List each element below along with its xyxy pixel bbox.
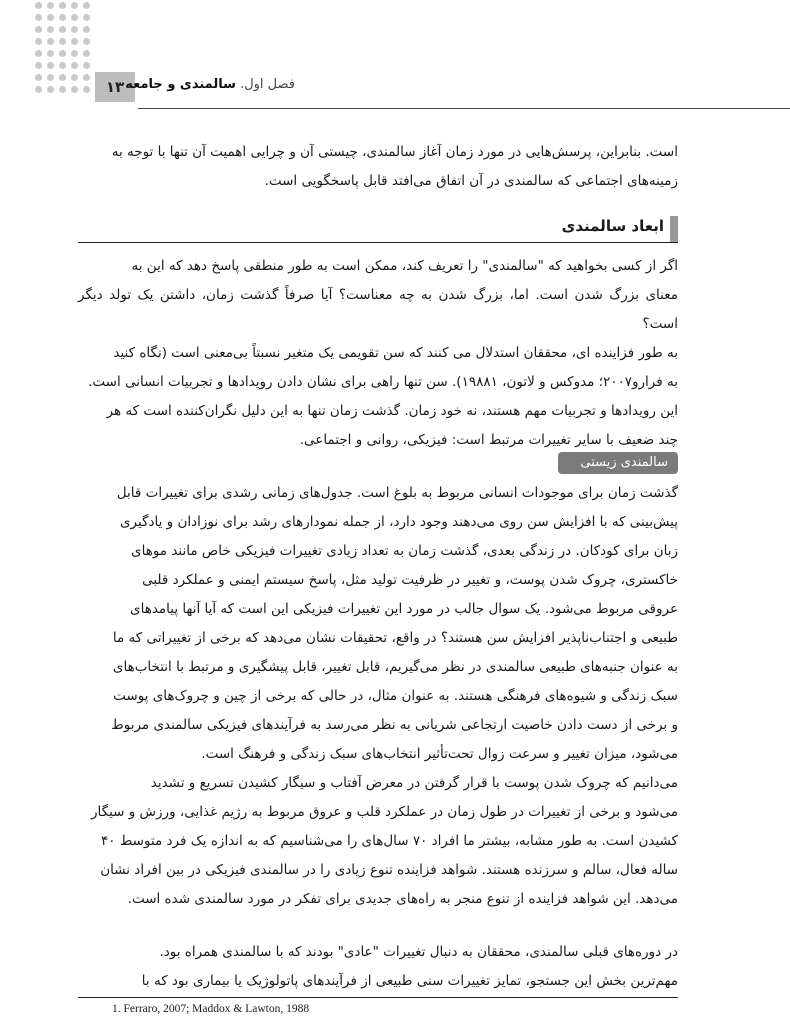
header-rule (138, 108, 790, 109)
text-line: به طور فزاینده ای، محققان استدلال می کنند که سن تقویمی یک متغیر نسبتاً بی‌معنی است (نگاه کنید (113, 345, 678, 361)
intro-paragraph (78, 138, 678, 196)
text-line: گذشت زمان برای موجودات انسانی مربوط به بلوغ است. جدول‌های زمانی رشدی برای تغییرات قابل (116, 485, 678, 501)
chapter-title: سالمندی و جامعه (125, 77, 236, 92)
text-line: می‌دانیم که چروک شدن پوست با قرار گرفتن در معرض آفتاب و سیگار کشیدن تسریع و تشدید (150, 775, 678, 791)
page-number: ۱۳ (95, 72, 135, 102)
text-line: عروقی مربوط می‌شود. یک سوال جالب در مورد این تغییرات فیزیکی این است که آیا آنها پیامدهای (130, 601, 678, 617)
section2-paragraph-2 (78, 769, 678, 914)
text-line: زبان برای کودکان. در زندگی بعدی، گذشت زمان به تعداد زیادی تغییرات فیزیکی خاص مانند موهای (131, 543, 678, 559)
text-line: این رویدادها و تجربیات مهم هستند، نه خود زمان. گذشت زمان تنها به این دلیل نگران‌کننده است که هر (106, 403, 678, 419)
text-line: چند ضعیف با سایر تغییرات مرتبط است: فیزیکی، روانی و اجتماعی. (299, 432, 678, 448)
text-line: معنای بزرگ شدن است. اما، بزرگ شدن به چه معناست؟ آیا صرفاً گذشت زمان، داشتن یک تولد دیگر است؟ (78, 287, 678, 332)
text-line: ساله فعال، سالم و سرزنده هستند. شواهد فزاینده تنوع زیادی را در سالمندی فیزیکی در بین افراد نشان (100, 862, 678, 878)
running-head (125, 77, 295, 92)
decorative-dot-grid (33, 0, 95, 100)
text-line: و برخی از دست دادن خاصیت ارتجاعی شریانی به نظر می‌رسد به فرآیندهای فیزیکی سالمندی مربوط (111, 717, 678, 733)
text-line: به فرارو۲۰۰۷؛ مدوکس و لاتون، ۱۹۸۸۱). سن تنها راهی برای نشان دادن رویدادها و تجربیات انسانی است. (88, 374, 678, 390)
footnote-rule (78, 997, 678, 998)
text-line: در دوره‌های قبلی سالمندی، محققان به دنبال تغییرات "عادی" بودند که با سالمندی همراه بود. (159, 944, 678, 960)
section-heading-label: ابعاد سالمندی (561, 217, 664, 235)
text-line: زمینه‌های اجتماعی که سالمندی در آن اتفاق می‌افتد قابل پاسخگویی است. (264, 173, 678, 189)
text-line: طبیعی و اجتناب‌ناپذیر افزایش سن هستند؟ در واقع، تحقیقات نشان می‌دهد که برخی از تغییراتی که ما (112, 630, 678, 646)
footnote: 1. Ferraro, 2007; Maddox & Lawton, 1988 (112, 1003, 310, 1015)
text-line: کشیدن است. به طور مشابه، بیشتر ما افراد ۷۰ سال‌های را می‌شناسیم که به اندازه یک فرد متوسط ۴۰ (101, 833, 678, 849)
text-line: به عنوان جنبه‌های طبیعی سالمندی در نظر می‌گیریم، قابل تغییر، قابل پیشگیری و مرتبط با انتخاب‌های (112, 659, 678, 675)
section2-paragraph-3 (78, 938, 678, 996)
text-line: می‌دهد. این شواهد فزاینده از تنوع منجر به راه‌های جدیدی برای تفکر در مورد سالمندی شده است. (127, 891, 678, 907)
heading-marker-bar (670, 216, 678, 242)
section1-paragraph (78, 252, 678, 455)
text-line: می‌شود، میزان تغییر و سرعت زوال تحت‌تأثیر انتخاب‌های سبک زندگی و فرهنگ است. (201, 746, 678, 762)
text-line: مهم‌ترین بخش این جستجو، تمایز تغییرات سنی طبیعی از فرآیندهای پاتولوژیک یا بیماری بود که با (141, 973, 678, 989)
subsection-heading: سالمندی زیستی (558, 452, 678, 474)
text-line: است. بنابراین، پرسش‌هایی در مورد زمان آغاز سالمندی، چیستی آن و چرایی اهمیت آن تنها با توجه به (111, 144, 678, 160)
text-line: می‌شود و برخی از تغییرات در طول زمان در عملکرد قلب و عروق مربوط به رژیم غذایی، ورزش و سیگار (90, 804, 678, 820)
chapter-label: فصل اول. (240, 77, 295, 92)
section2-paragraph-1 (78, 479, 678, 769)
text-line: سبک زندگی و شیوه‌های فرهنگی هستند. به عنوان مثال، در حالی که برخی از چین و چروک‌های پوست (113, 688, 678, 704)
text-line: پیش‌بینی که با افزایش سن روی می‌دهند وجود دارد، از جمله نمودارهای رشد برای نوزادان و یادگیری (119, 514, 678, 530)
text-line: اگر از کسی بخواهید که "سالمندی" را تعریف کند، ممکن است به طور منطقی پاسخ دهد که این به (131, 258, 678, 274)
section-heading (78, 212, 678, 243)
text-line: خاکستری، چروک شدن پوست، و تغییر در ظرفیت تولید مثل، پاسخ سیستم ایمنی و عملکرد قلبی (142, 572, 678, 588)
